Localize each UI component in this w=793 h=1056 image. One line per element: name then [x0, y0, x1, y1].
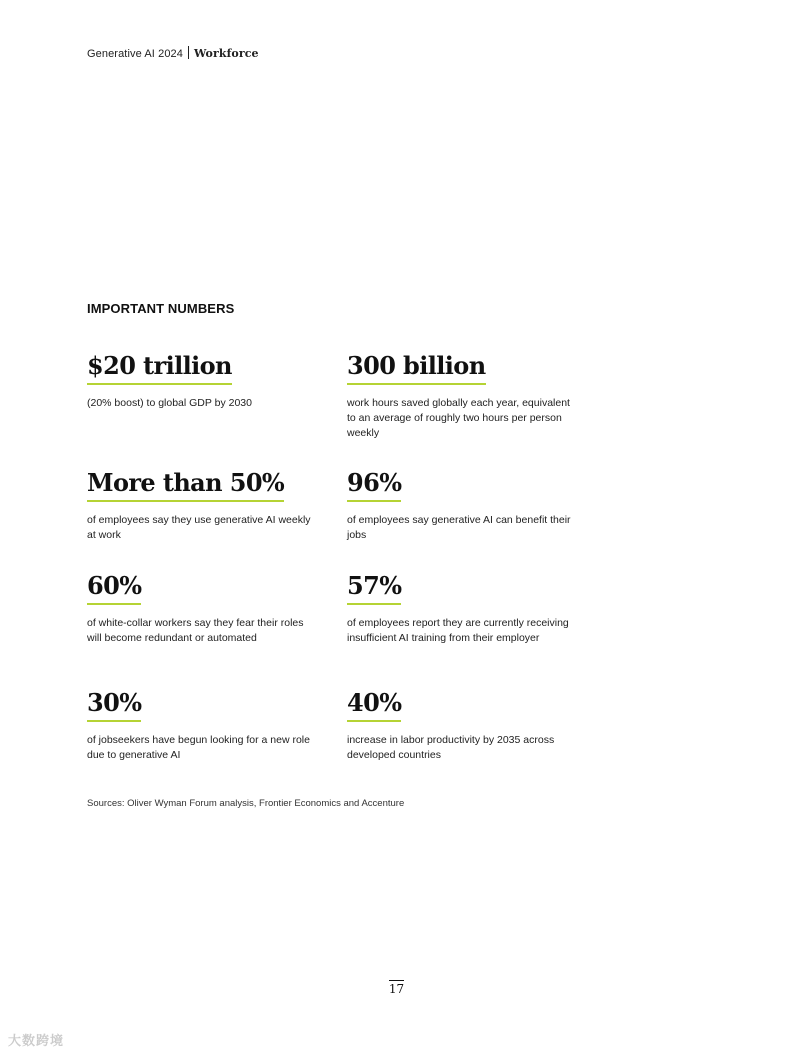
stat-description: of employees say they use generative AI weekly at work	[87, 514, 311, 541]
section-name: Workforce	[193, 47, 259, 60]
stat-gdp	[87, 352, 312, 411]
stat-productivity	[347, 689, 572, 763]
stat-benefit	[347, 469, 572, 543]
stat-description: (20% boost) to global GDP by 2030	[87, 397, 252, 409]
header-divider	[188, 46, 189, 59]
stat-value: More than 50%	[87, 469, 284, 502]
running-header	[87, 46, 259, 60]
stat-insufficient-training	[347, 572, 572, 646]
stat-work-hours	[347, 352, 572, 441]
stat-description: of jobseekers have begun looking for a new role due to generative AI	[87, 734, 310, 761]
page-number	[0, 980, 793, 996]
page-number-text: 17	[388, 982, 405, 996]
stat-weekly-use	[87, 469, 312, 543]
report-title: Generative AI 2024	[87, 48, 183, 60]
stat-value: 57%	[347, 572, 401, 605]
stat-description: of employees report they are currently receiving insufficient AI training from their employer	[347, 617, 569, 644]
stat-value: 96%	[347, 469, 401, 502]
stat-description: work hours saved globally each year, equivalent to an average of roughly two hours per person weekly	[347, 397, 570, 439]
section-title: IMPORTANT NUMBERS	[87, 301, 235, 316]
watermark: 大数跨境	[8, 1033, 65, 1048]
sources-note: Sources: Oliver Wyman Forum analysis, Frontier Economics and Accenture	[87, 798, 405, 809]
stat-description: increase in labor productivity by 2035 across developed countries	[347, 734, 555, 761]
stat-value: 40%	[347, 689, 401, 722]
stat-value: 30%	[87, 689, 141, 722]
stat-description: of employees say generative AI can benefit their jobs	[347, 514, 571, 541]
stat-value: 300 billion	[347, 352, 486, 385]
stat-value: 60%	[87, 572, 141, 605]
stat-jobseekers	[87, 689, 312, 763]
stat-description: of white-collar workers say they fear their roles will become redundant or automated	[87, 617, 304, 644]
stat-value: $20 trillion	[87, 352, 232, 385]
stat-fear-redundancy	[87, 572, 312, 646]
